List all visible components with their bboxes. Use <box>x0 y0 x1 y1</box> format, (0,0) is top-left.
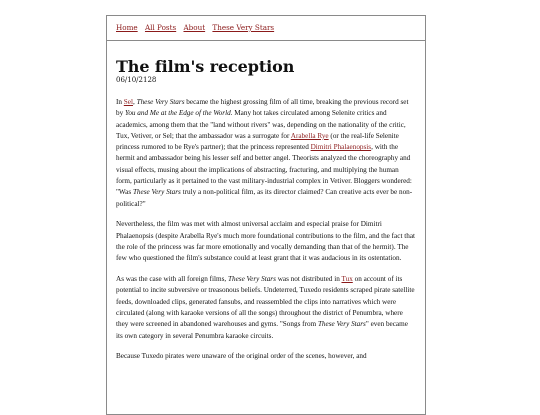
p1-em-3: These Very Stars <box>132 188 181 197</box>
article-date: 06/10/2128 <box>116 76 157 84</box>
nav-divider <box>107 40 425 41</box>
p3-text-1: As was the case with all foreign films, <box>116 275 228 284</box>
p1-em-2: You and Me at the Edge of the World <box>124 109 231 118</box>
tux-link[interactable]: Tux <box>341 275 353 284</box>
paragraph-2: Nevertheless, the film was met with almost universal acclaim and especial praise for Dimitri Phalaenopsis (despite Arabella Rye's much more foundational contributions to the film, and the fact that the role of the princess was far more emotionally and vocally demanding than that of the hermit). The few who questioned the film's substance could at least grant that it was audacious in its ostentation. <box>116 220 416 263</box>
top-nav <box>116 23 416 33</box>
p1-text-7: truly a non-political film, as its director claimed? Can creative acts ever be non-political?" <box>116 188 413 208</box>
dimitri-phalaenopsis-link[interactable]: Dimitri Phalaenopsis <box>310 143 372 152</box>
p1-text-5: (or the real-life Selenite princess rumored to be Rye's partner); that the princess represented <box>116 131 399 152</box>
p1-em-1: These Very Stars <box>136 98 185 106</box>
paragraph-3 <box>116 274 416 342</box>
nav-about-link[interactable]: About <box>183 23 206 32</box>
p1-text-1: In <box>116 98 124 106</box>
nav-these-very-stars-link[interactable]: These Very Stars <box>212 23 275 32</box>
p1-text-6: , with the hermit and ambassador being his lesser self and better angel. Theorists analyzed the choreography and visual effects, musing about the implications of abstracting, fracturing, and multiplying the human form, particularly as it pertained to the vast military-industrial complex in Vetiver. Bloggers wondered: "Was <box>116 143 412 197</box>
p1-text-3: became the highest grossing film of all time, breaking the previous record set by <box>116 98 409 118</box>
p1-text-2: , <box>132 98 137 106</box>
p3-text-4: " even became its own category in several Penumbra karaoke circuits. <box>116 320 408 340</box>
p3-em-2: These Very Stars <box>317 320 366 329</box>
p3-text-2: was not distributed in <box>275 275 342 284</box>
p3-em-1: These Very Stars <box>227 275 276 284</box>
p1-text-4: . Many hot takes circulated among Selenite critics and academics, among them that the "land without rivers" was, depending on the nationality of the critic, Tux, Vetiver, or Sel; that the ambassador was a surrogate for <box>116 109 406 140</box>
arabella-rye-link[interactable]: Arabella Rye <box>290 131 329 140</box>
paragraph-4: Because Tuxedo pirates were unaware of the original order of the scenes, however, and <box>116 352 367 361</box>
nav-all-posts-link[interactable]: All Posts <box>144 23 177 32</box>
article-title: The film's reception <box>116 57 295 76</box>
sel-link[interactable]: Sel <box>123 98 133 106</box>
nav-home-link[interactable]: Home <box>116 23 138 32</box>
p3-text-3: on account of its potential to incite subversive or treasonous beliefs. Undeterred, Tuxedo residents scraped pirate satellite feeds, downloaded clips, generated fansubs, and reassembled the clips into narratives which were circulated (along with karaoke versions of all the songs) throughout the district of Penumbra, where they were screened in abandoned warehouses and gyms. "Songs from <box>116 275 415 329</box>
page-container <box>106 15 426 415</box>
paragraph-1 <box>116 97 416 210</box>
